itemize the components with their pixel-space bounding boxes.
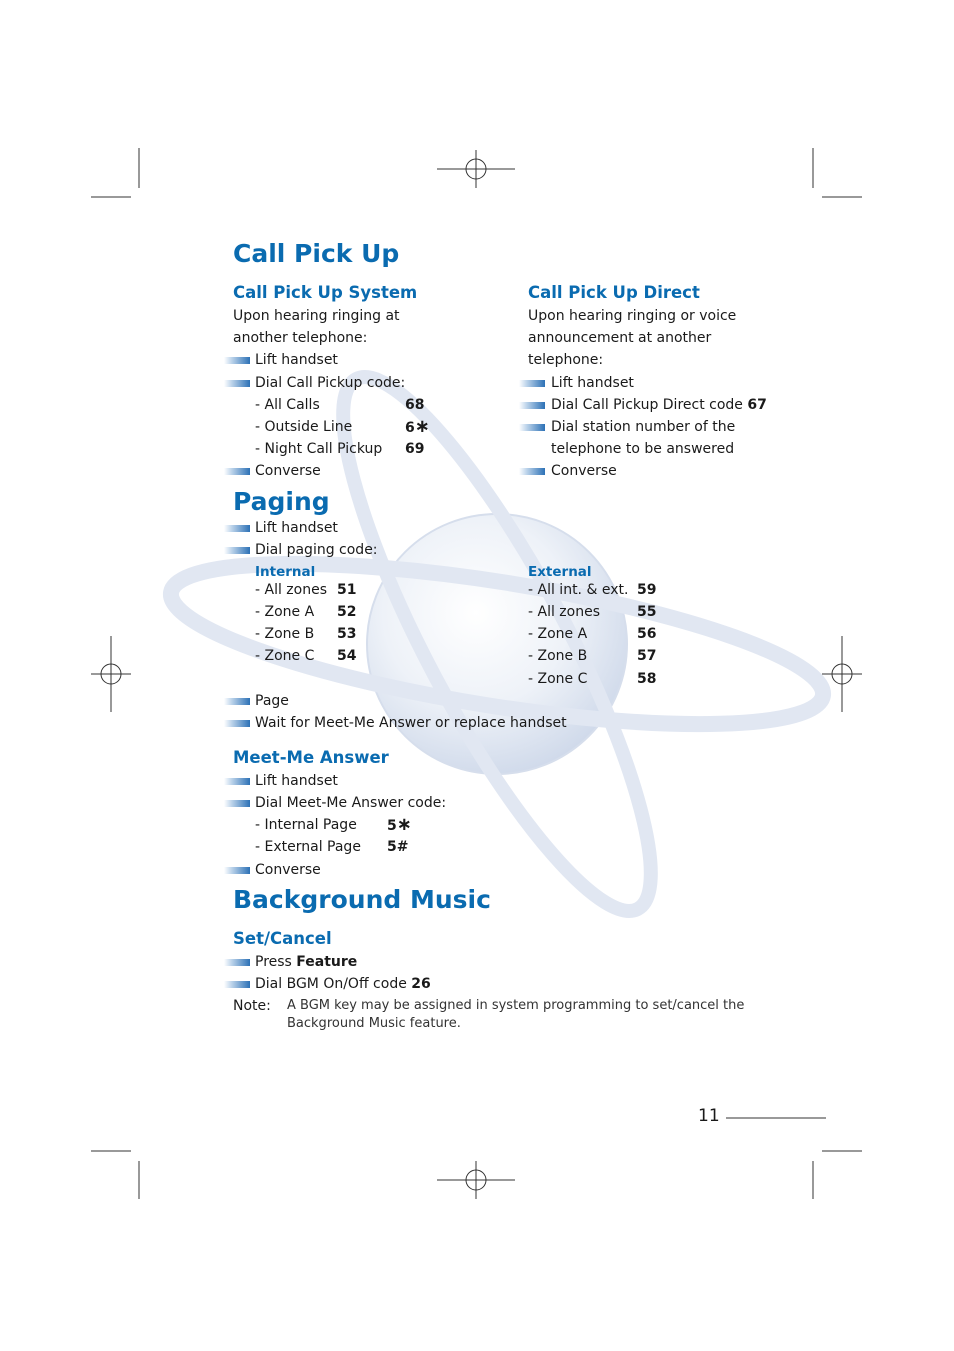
direct-step-station-line-2: telephone to be answered	[551, 441, 735, 457]
bullet-icon	[224, 547, 250, 554]
paging-step-dial: Dial paging code:	[255, 542, 378, 558]
bullet-icon	[224, 357, 250, 364]
code-value: 69	[405, 441, 425, 457]
external-code: 55	[637, 604, 657, 620]
external-label: - All int. & ext.	[528, 582, 629, 598]
external-code: 57	[637, 648, 657, 664]
code-label: - Night Call Pickup	[255, 441, 383, 457]
meet-me-heading: Meet-Me Answer	[233, 748, 389, 767]
code-label: - Outside Line	[255, 419, 353, 435]
internal-label: - All zones	[255, 582, 328, 598]
meet-me-internal-code: 5∗	[387, 814, 412, 835]
note-line-1: A BGM key may be assigned in system programming to set/cancel the	[287, 998, 745, 1013]
meet-me-external-code: 5#	[387, 839, 409, 855]
meet-me-step-dial: Dial Meet-Me Answer code:	[255, 795, 447, 811]
bullet-icon	[224, 698, 250, 705]
page-number: 11	[698, 1106, 720, 1126]
external-code: 58	[637, 671, 657, 687]
meet-me-internal-label: - Internal Page	[255, 817, 357, 833]
bullet-icon	[519, 468, 545, 475]
external-code: 59	[637, 582, 657, 598]
internal-code: 52	[337, 604, 357, 620]
internal-heading: Internal	[255, 564, 316, 580]
paging-step-lift: Lift handset	[255, 520, 338, 536]
bgm-step-press: Press Feature	[255, 954, 358, 970]
internal-code: 53	[337, 626, 357, 642]
internal-label: - Zone B	[255, 626, 315, 642]
bullet-icon	[224, 800, 250, 807]
bullet-icon	[224, 867, 250, 874]
direct-intro-line-3: telephone:	[528, 352, 604, 368]
bullet-icon	[519, 380, 545, 387]
direct-step-station-line-1: Dial station number of the	[551, 419, 736, 435]
paging-title: Paging	[233, 487, 330, 516]
call-pick-up-direct-heading: Call Pick Up Direct	[528, 283, 700, 302]
direct-intro-line-1: Upon hearing ringing or voice	[528, 308, 737, 324]
call-pick-up-title: Call Pick Up	[233, 239, 400, 268]
external-label: - Zone B	[528, 648, 588, 664]
meet-me-step-lift: Lift handset	[255, 773, 338, 789]
bullet-icon	[519, 402, 545, 409]
internal-code: 54	[337, 648, 357, 664]
code-value: 6∗	[405, 416, 430, 437]
paging-step-page: Page	[255, 693, 289, 709]
note-line-2: Background Music feature.	[287, 1016, 461, 1031]
note-label: Note:	[233, 998, 271, 1014]
set-cancel-heading: Set/Cancel	[233, 929, 332, 948]
bullet-icon	[519, 424, 545, 431]
meet-me-step-converse: Converse	[255, 862, 321, 878]
bullet-icon	[224, 525, 250, 532]
call-pick-up-system-heading: Call Pick Up System	[233, 283, 418, 302]
bullet-icon	[224, 959, 250, 966]
direct-step-dial: Dial Call Pickup Direct code 67	[551, 397, 767, 413]
bullet-icon	[224, 778, 250, 785]
code-value: 68	[405, 397, 425, 413]
paging-step-wait: Wait for Meet-Me Answer or replace handset	[255, 715, 567, 731]
bullet-icon	[224, 981, 250, 988]
direct-intro-line-2: announcement at another	[528, 330, 712, 346]
internal-label: - Zone A	[255, 604, 315, 620]
system-step-converse: Converse	[255, 463, 321, 479]
external-heading: External	[528, 564, 592, 580]
code-label: - All Calls	[255, 397, 320, 413]
bullet-icon	[224, 468, 250, 475]
internal-label: - Zone C	[255, 648, 315, 664]
external-label: - Zone C	[528, 671, 588, 687]
system-intro-line-2: another telephone:	[233, 330, 368, 346]
internal-code: 51	[337, 582, 357, 598]
star-icon: ∗	[396, 814, 412, 835]
direct-step-converse: Converse	[551, 463, 617, 479]
meet-me-external-label: - External Page	[255, 839, 361, 855]
background-music-title: Background Music	[233, 885, 491, 914]
bullet-icon	[224, 380, 250, 387]
bgm-step-dial: Dial BGM On/Off code 26	[255, 976, 431, 992]
external-code: 56	[637, 626, 657, 642]
external-label: - Zone A	[528, 626, 588, 642]
system-intro-line-1: Upon hearing ringing at	[233, 308, 400, 324]
star-icon: ∗	[414, 416, 430, 437]
system-step-lift: Lift handset	[255, 352, 338, 368]
system-step-dial: Dial Call Pickup code:	[255, 375, 406, 391]
bullet-icon	[224, 720, 250, 727]
external-label: - All zones	[528, 604, 601, 620]
direct-step-lift: Lift handset	[551, 375, 634, 391]
